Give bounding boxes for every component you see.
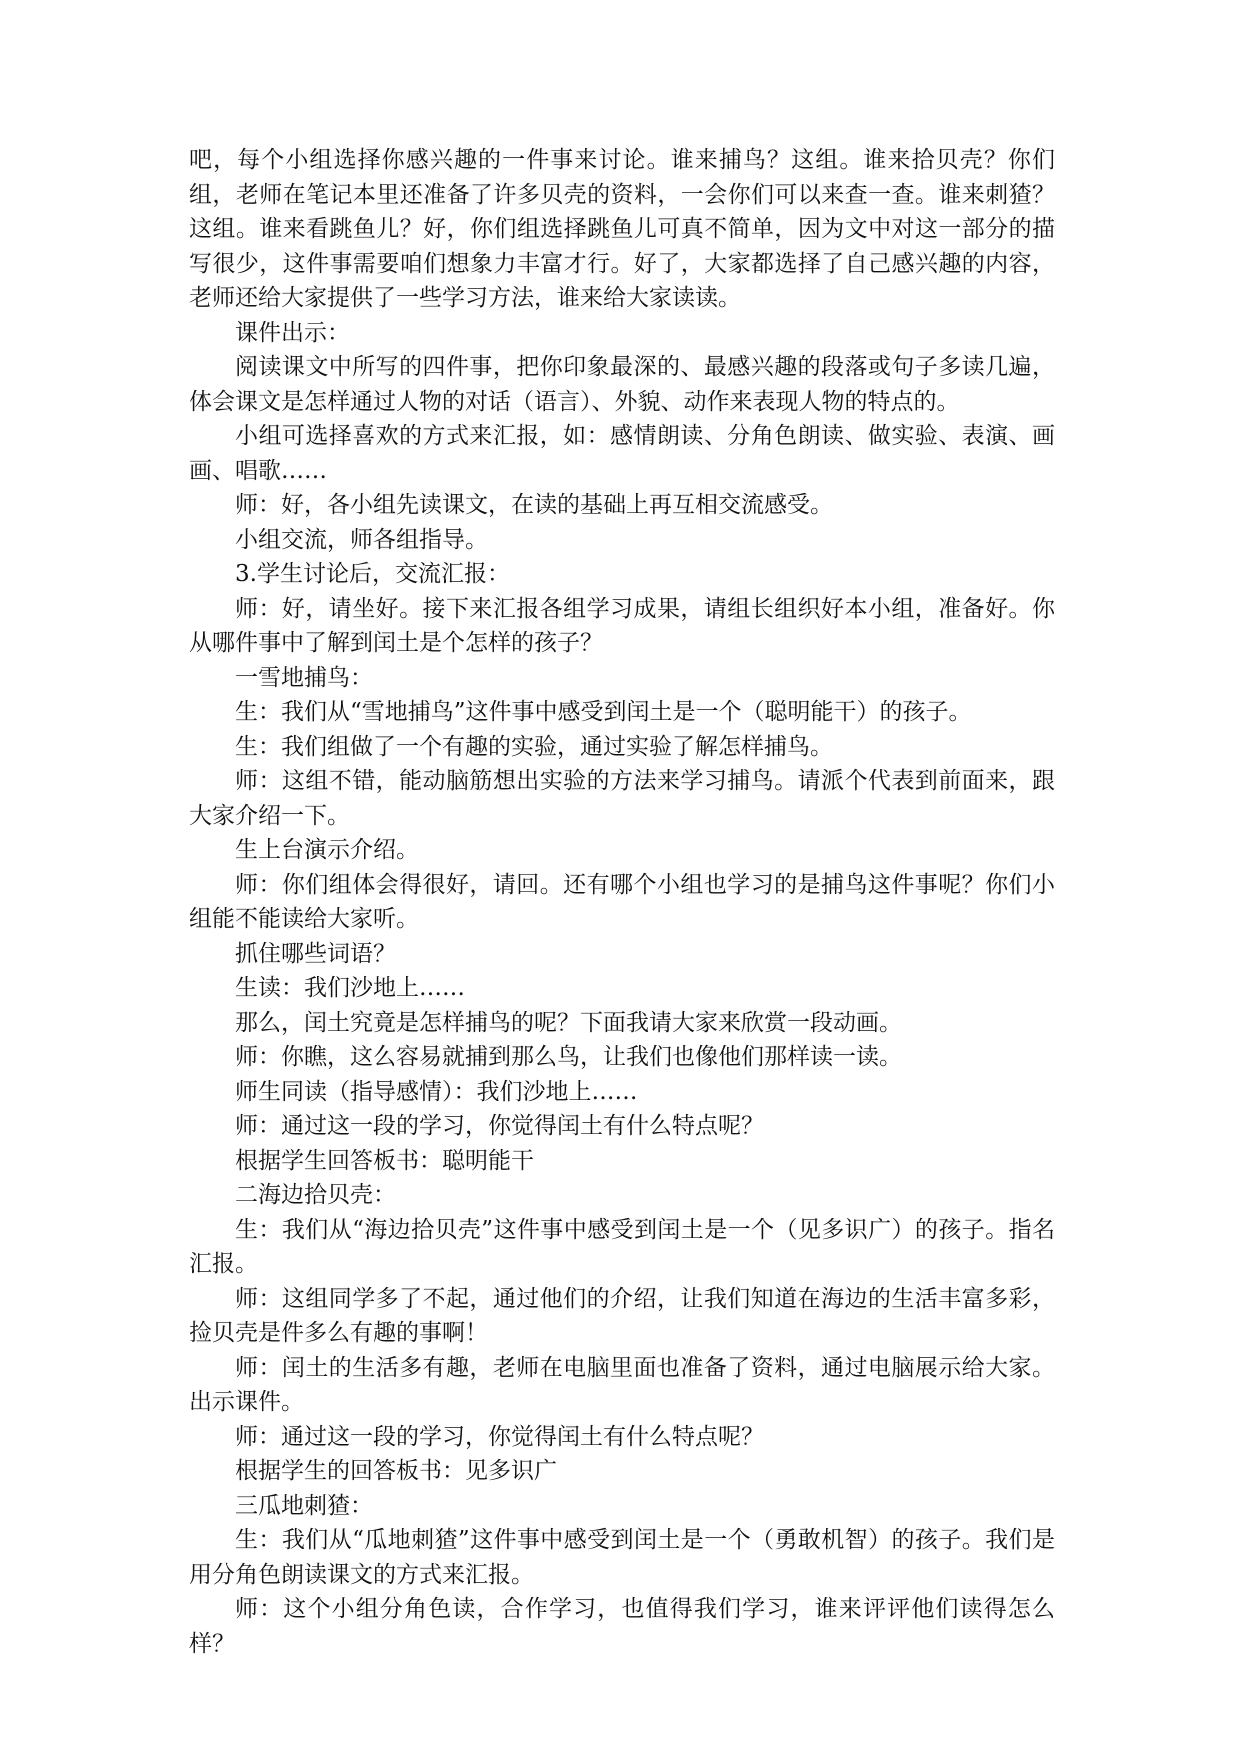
paragraph: 生：我们从“海边拾贝壳”这件事中感受到闰土是一个（见多识广）的孩子。指名汇报。 [189,1216,1055,1277]
paragraph: 课件出示： [235,319,350,346]
section-heading: 三瓜地刺猹： [235,1492,373,1519]
section-heading: 二海边拾贝壳： [235,1182,396,1208]
paragraph: 3.学生讨论后，交流汇报： [235,561,510,587]
paragraph: 那么，闰土究竟是怎样捕鸟的呢？下面我请大家来欣赏一段动画。 [235,1009,902,1036]
paragraph: 根据学生的回答板书：见多识广 [235,1458,557,1484]
paragraph: 师：你瞧，这么容易就捕到那么鸟，让我们也像他们那样读一读。 [235,1044,902,1070]
paragraph: 生读：我们沙地上…… [235,975,465,1001]
paragraph: 师：通过这一段的学习，你觉得闰土有什么特点呢？ [235,1113,764,1139]
paragraph: 阅读课文中所写的四件事，把你印象最深的、最感兴趣的段落或句子多读几遍，体会课文是怎样通过人物的对话（语言）、外貌、动作来表现人物的特点的。 [189,354,1055,415]
paragraph: 师：你们组体会得很好，请回。还有哪个小组也学习的是捕鸟这件事呢？你们小组能不能读给大家听。 [189,871,1055,932]
document-page [189,143,1055,1661]
paragraph: 师：这组不错，能动脑筋想出实验的方法来学习捕鸟。请派个代表到前面来，跟大家介绍一下。 [189,768,1055,829]
paragraph: 根据学生回答板书：聪明能干 [235,1147,534,1174]
section-heading: 一雪地捕鸟： [235,664,373,691]
paragraph: 师：通过这一段的学习，你觉得闰土有什么特点呢？ [235,1423,764,1450]
paragraph: 师：好，各小组先读课文，在读的基础上再互相交流感受。 [235,492,833,518]
paragraph: 生：我们从“雪地捕鸟”这件事中感受到闰土是一个（聪明能干）的孩子。 [235,699,972,725]
paragraph: 师：这组同学多了不起，通过他们的介绍，让我们知道在海边的生活丰富多彩，捡贝壳是件多么有趣的事啊！ [189,1285,1055,1346]
paragraph: 生：我们从“瓜地刺猹”这件事中感受到闰土是一个（勇敢机智）的孩子。我们是用分角色朗读课文的方式来汇报。 [189,1527,1055,1588]
paragraph: 吧，每个小组选择你感兴趣的一件事来讨论。谁来捕鸟？这组。谁来拾贝壳？你们组，老师在笔记本里还准备了许多贝壳的资料，一会你们可以来查一查。谁来刺猹？这组。谁来看跳鱼儿？好，你们组选择跳鱼儿可真不简单，因为文中对这一部分的描写很少，这件事需要咱们想象力丰富才行。好了，大家都选择了自己感兴趣的内容，老师还给大家提供了一些学习方法，谁来给大家读读。 [189,147,1055,311]
paragraph: 抓住哪些词语？ [235,940,396,967]
paragraph: 师：这个小组分角色读，合作学习，也值得我们学习，谁来评评他们读得怎么样？ [189,1596,1055,1657]
paragraph: 生：我们组做了一个有趣的实验，通过实验了解怎样捕鸟。 [235,733,833,760]
paragraph: 小组交流，师各组指导。 [235,526,488,553]
paragraph: 师生同读（指导感情）：我们沙地上…… [235,1078,638,1105]
paragraph: 师：闰土的生活多有趣，老师在电脑里面也准备了资料，通过电脑展示给大家。出示课件。 [189,1354,1055,1415]
paragraph: 师：好，请坐好。接下来汇报各组学习成果，请组长组织好本小组，准备好。你从哪件事中了解到闰土是个怎样的孩子？ [189,595,1055,656]
paragraph: 生上台演示介绍。 [235,837,419,863]
paragraph: 小组可选择喜欢的方式来汇报，如：感情朗读、分角色朗读、做实验、表演、画画、唱歌…… [189,423,1055,484]
